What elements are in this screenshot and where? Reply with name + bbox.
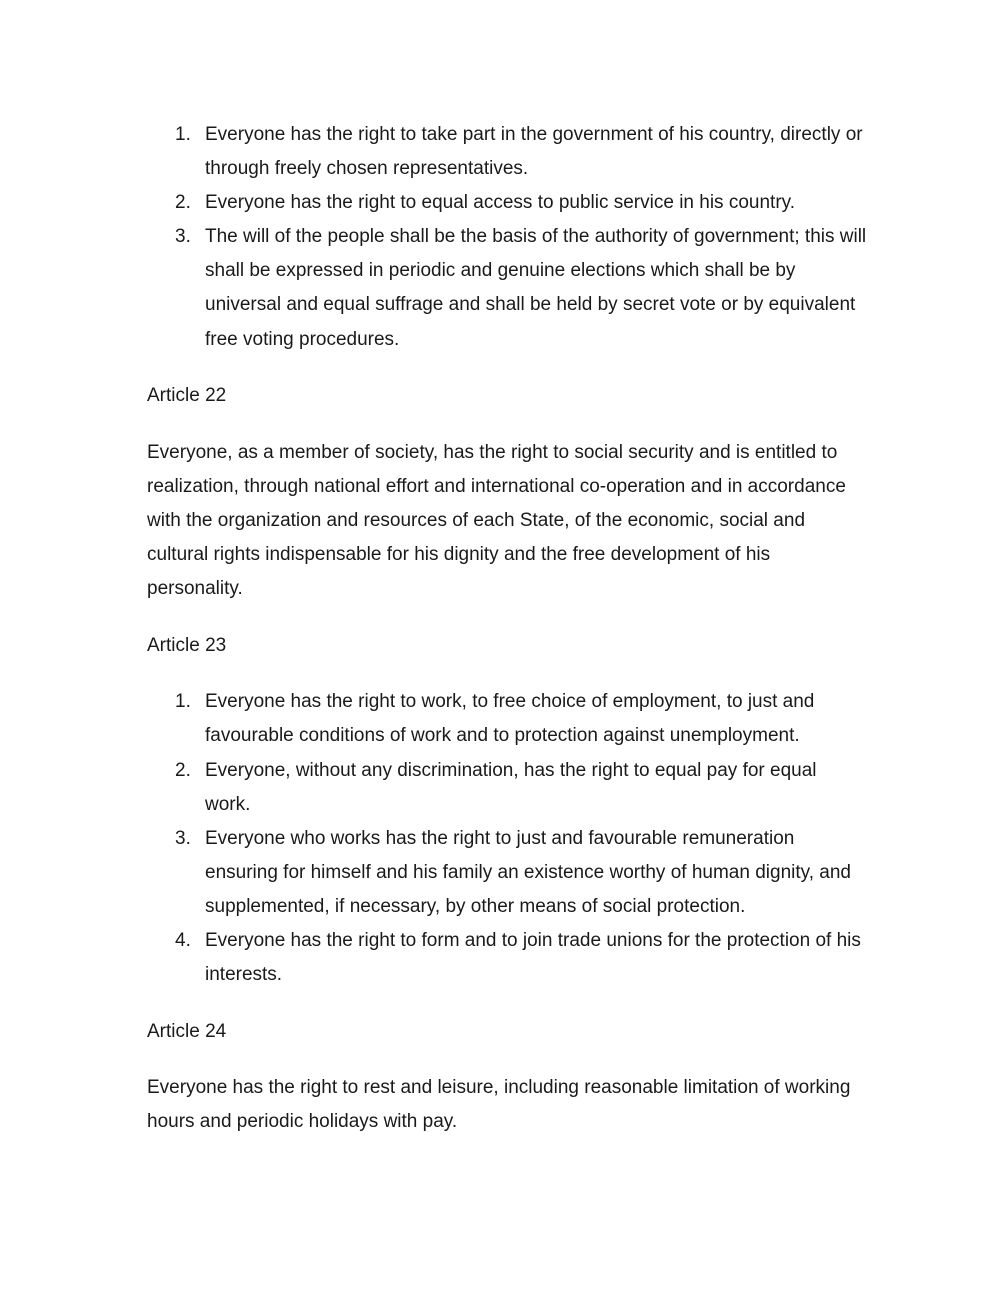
list-item-number: 2. [175, 192, 191, 214]
article-23-list [147, 685, 867, 992]
article-22-heading: Article 22 [147, 385, 227, 407]
list-item-text: Everyone has the right to work, to free choice of employment, to just and favourable conditions of work and to protection against unemployment. [205, 691, 815, 747]
article-21-list [147, 118, 867, 357]
list-item [147, 220, 867, 356]
list-item-text: Everyone, without any discrimination, has the right to equal pay for equal work. [205, 759, 817, 815]
list-item-text: Everyone has the right to equal access to public service in his country. [205, 192, 796, 214]
article-23-heading: Article 23 [147, 634, 227, 656]
list-item-number: 3. [175, 827, 191, 849]
list-item-number: 2. [175, 759, 191, 781]
article-24-heading: Article 24 [147, 1020, 227, 1042]
list-item-number: 1. [175, 124, 191, 145]
article-22-body: Everyone, as a member of society, has the right to social security and is entitled to realization, through national effort and international co-operation and in accordance with the organization and resources of each State, of the economic, social and cultural rights indispensable for his dignity and the free development of his personality. [147, 441, 846, 600]
list-item [147, 118, 867, 186]
list-item [147, 685, 867, 753]
list-item-text: Everyone has the right to form and to join trade unions for the protection of his interests. [205, 929, 861, 986]
list-item-text: Everyone has the right to take part in the government of his country, directly or through freely chosen representatives. [205, 124, 863, 180]
article-24-body: Everyone has the right to rest and leisure, including reasonable limitation of working hours and periodic holidays with pay. [147, 1077, 851, 1133]
list-item [147, 754, 867, 822]
document-page [147, 118, 867, 1139]
list-item-number: 1. [175, 691, 191, 713]
list-item-number: 4. [175, 929, 191, 951]
list-item [147, 822, 867, 924]
list-item [147, 186, 867, 220]
list-item-text: Everyone who works has the right to just and favourable remuneration ensuring for himself and his family an existence worthy of human dignity, and supplemented, if necessary, by other means of social protection. [205, 827, 851, 917]
list-item-text: The will of the people shall be the basis of the authority of government; this will shall be expressed in periodic and genuine elections which shall be by universal and equal suffrage and shall be held by secret vote or by equivalent free voting procedures. [205, 226, 867, 350]
list-item [147, 924, 867, 992]
list-item-number: 3. [175, 226, 191, 248]
